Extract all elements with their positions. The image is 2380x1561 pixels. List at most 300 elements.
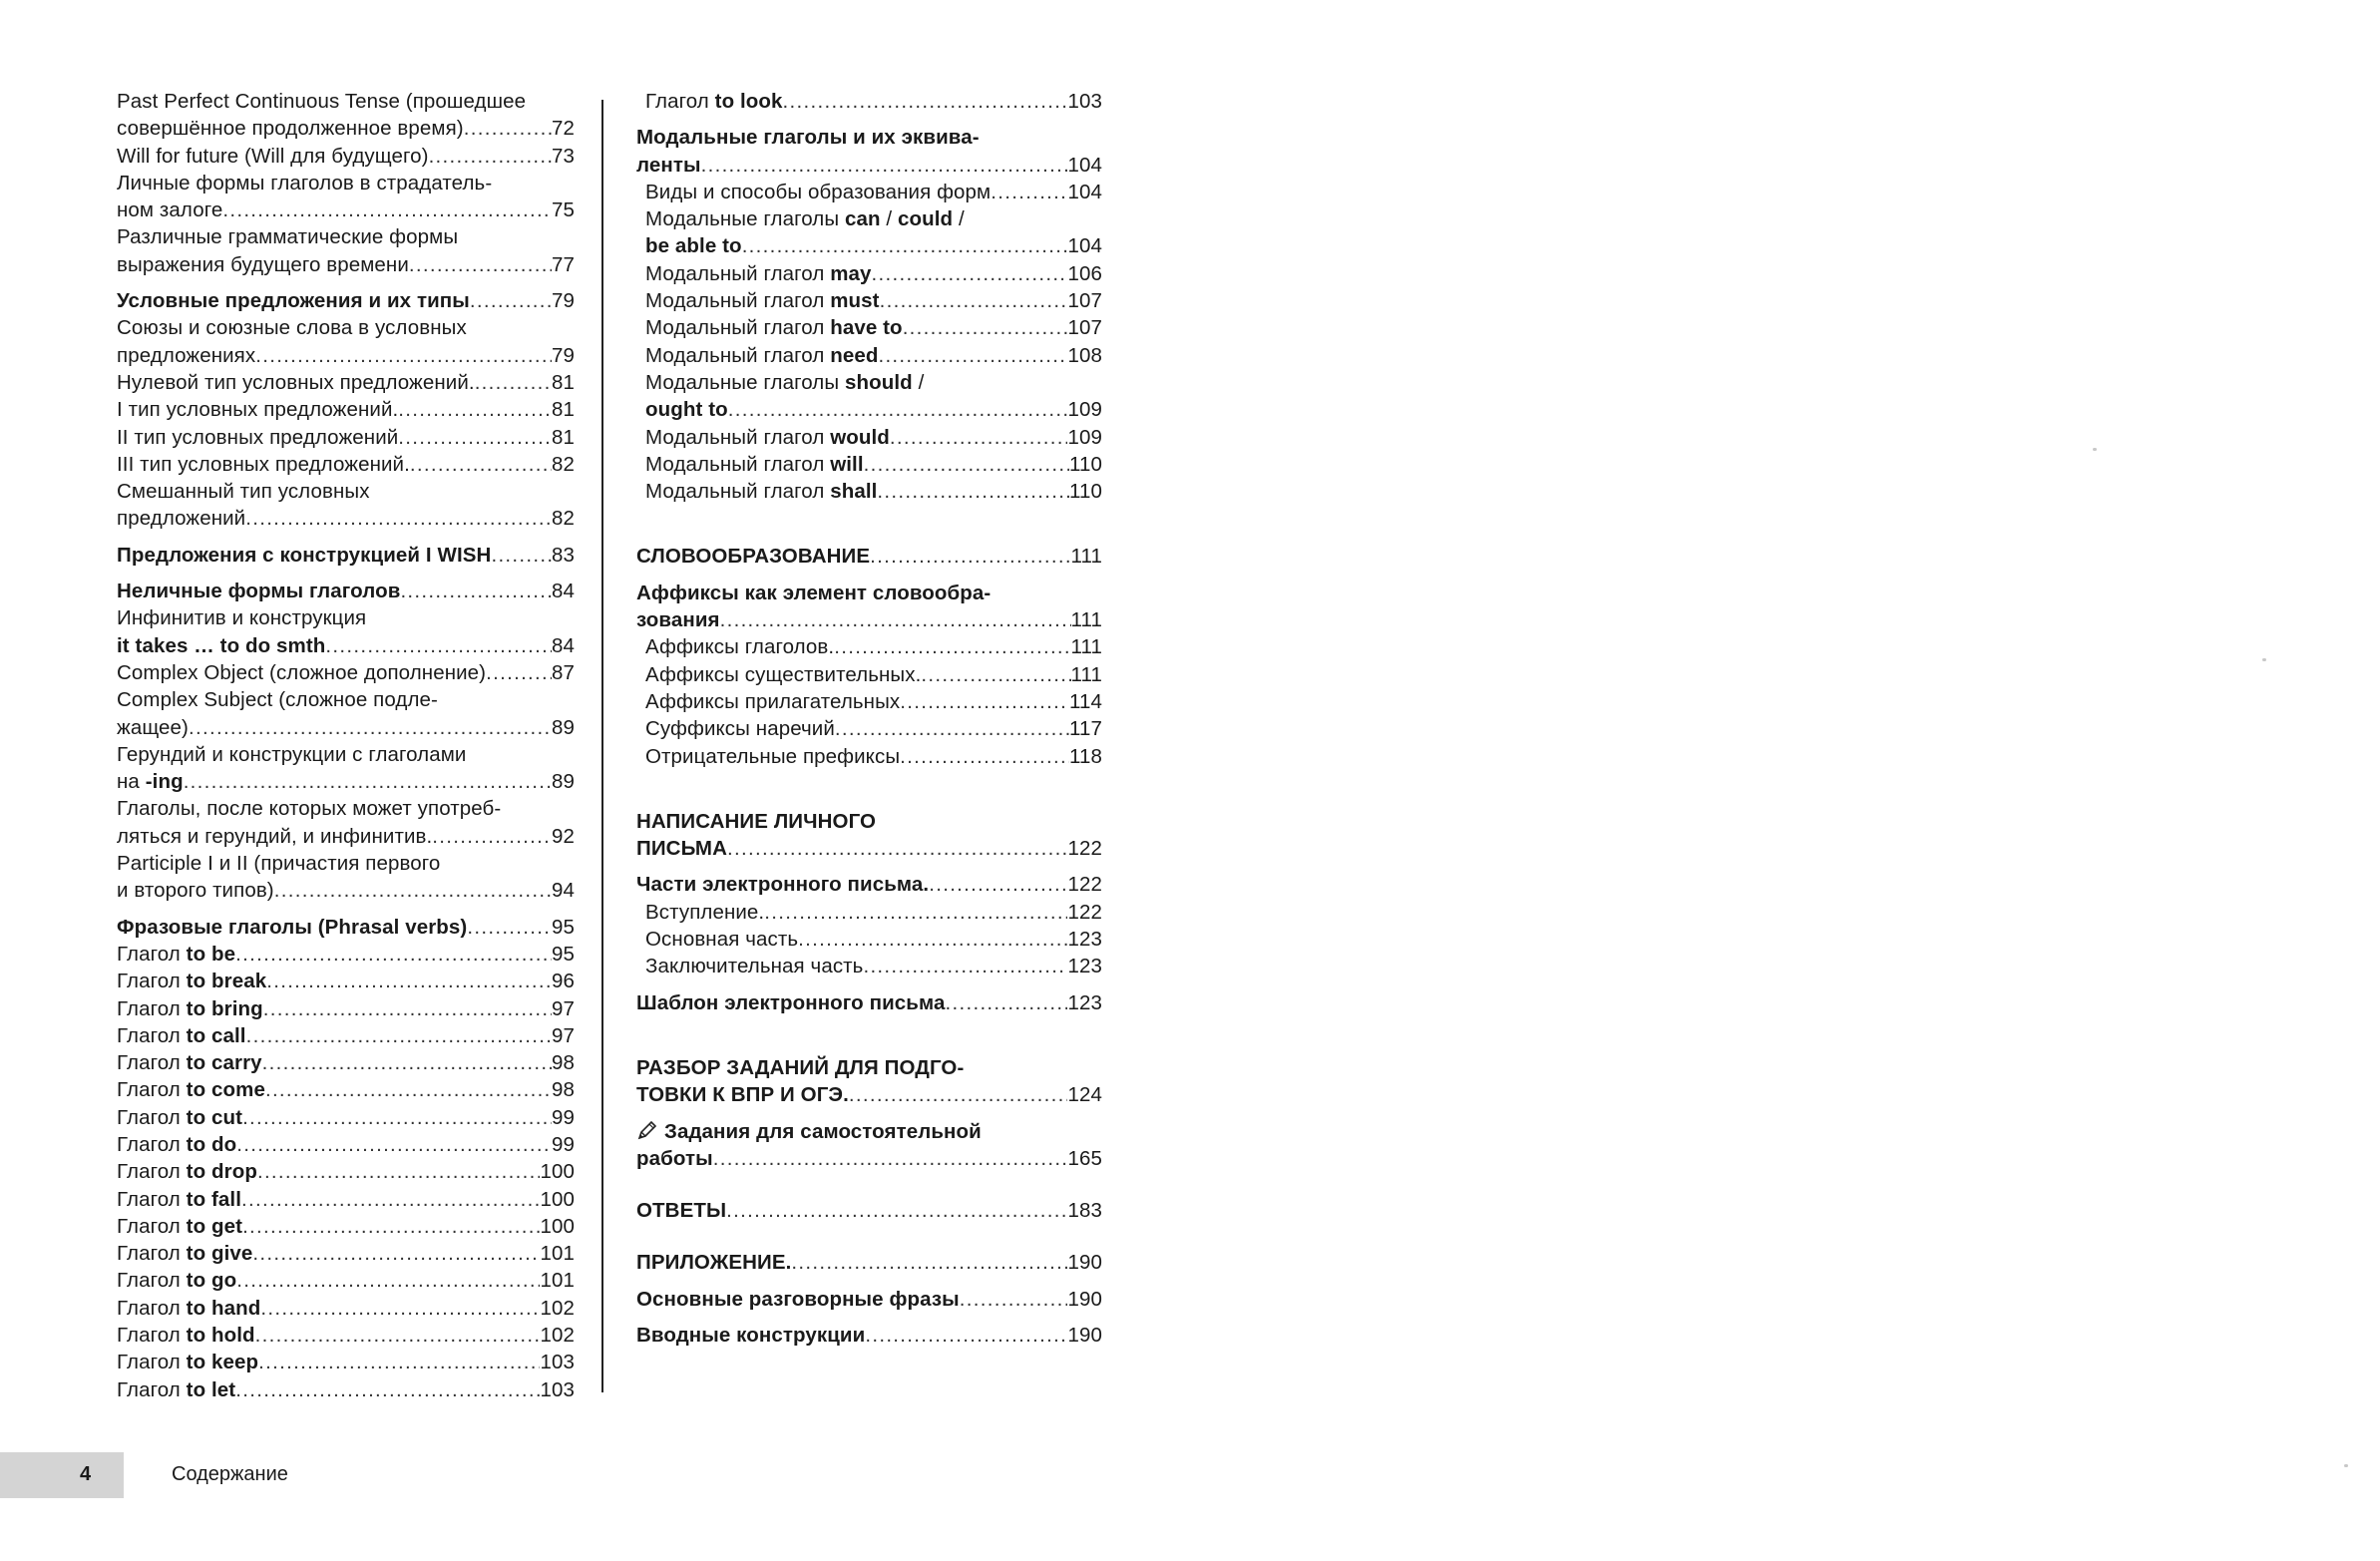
toc-entry-title <box>645 232 742 259</box>
toc-entry-text: would <box>830 425 890 449</box>
dot-leader <box>903 314 1068 341</box>
toc-entry <box>108 1131 575 1158</box>
toc-entry-text: to give <box>186 1242 253 1266</box>
toc-entry-text: Complex Object (сложное дополнение) <box>117 660 487 684</box>
dot-leader <box>252 1240 540 1267</box>
toc-entry-text: Глагол <box>117 1132 187 1156</box>
dot-leader <box>400 578 552 604</box>
toc-entry-title <box>636 152 701 179</box>
toc-entry-title-line <box>117 850 575 877</box>
toc-entry-text: Части электронного письма. <box>636 873 930 897</box>
toc-entry-title <box>117 768 184 795</box>
dot-leader <box>877 478 1069 505</box>
toc-entry-leader-line <box>117 1349 575 1375</box>
toc-entry <box>108 1376 575 1403</box>
toc-entry-text: Виды и способы образования форм <box>645 180 992 203</box>
toc-entry-text: could <box>898 207 954 231</box>
toc-entry-title <box>117 797 501 820</box>
toc-entry-title <box>117 1186 241 1213</box>
toc-entry-leader-line <box>117 1186 575 1213</box>
dot-leader <box>246 1022 552 1049</box>
toc-entry-title-line <box>117 604 575 631</box>
toc-entry-title <box>117 316 467 339</box>
toc-entry-text: to bring <box>186 996 263 1020</box>
toc-page-number: 89 <box>551 715 575 739</box>
toc-entry-text: need <box>830 343 879 367</box>
toc-entry <box>627 88 1102 115</box>
toc-entry <box>108 1322 575 1349</box>
toc-entry-leader-line <box>117 396 575 423</box>
toc-left-column <box>108 88 575 1403</box>
toc-entry-leader-line <box>117 941 575 968</box>
toc-page-number: 95 <box>551 915 575 939</box>
toc-entry <box>627 743 1102 770</box>
toc-entry-leader-line <box>117 369 575 396</box>
toc-entry-title <box>636 1322 865 1349</box>
dot-leader <box>260 1295 540 1322</box>
toc-entry-title-line <box>117 170 575 196</box>
running-head: Содержание <box>172 1463 288 1485</box>
toc-entry-text: СЛОВООБРАЗОВАНИЕ <box>636 545 871 569</box>
toc-entry-text: Модальный глагол <box>645 316 831 340</box>
dot-leader <box>242 1104 552 1131</box>
toc-page-number: 111 <box>1070 635 1102 659</box>
toc-page-number: 117 <box>1069 717 1102 741</box>
toc-entry-text: Личные формы глаголов в страдатель- <box>117 171 493 195</box>
dot-leader <box>870 543 1070 570</box>
dot-leader <box>242 1213 540 1240</box>
toc-entry-leader-line <box>117 1295 575 1322</box>
toc-entry-text: Глагол <box>117 1187 187 1211</box>
toc-entry <box>108 1349 575 1375</box>
dot-leader <box>764 899 1067 926</box>
toc-entry-leader-line <box>117 542 575 569</box>
toc-page-number: 183 <box>1067 1199 1102 1223</box>
toc-entry-title <box>117 1376 235 1403</box>
toc-entry-leader-line <box>636 606 1102 633</box>
toc-entry-leader-line <box>636 152 1102 179</box>
toc-entry-leader-line <box>645 424 1102 451</box>
toc-entry-text: предложениях <box>117 343 256 367</box>
toc-entry <box>108 1240 575 1267</box>
toc-entry-text: Условные предложения и их типы <box>117 289 470 313</box>
toc-entry-leader-line <box>645 899 1102 926</box>
toc-page-number: 102 <box>540 1324 575 1348</box>
toc-entry-title <box>636 1120 982 1143</box>
toc-entry-text: to look <box>714 90 783 113</box>
toc-entry <box>108 314 575 369</box>
toc-entry-title <box>117 1104 242 1131</box>
toc-entry-title <box>636 606 720 633</box>
dot-leader <box>236 1131 552 1158</box>
toc-entry <box>108 741 575 796</box>
toc-entry-text: Шаблон электронного письма <box>636 990 946 1014</box>
toc-entry <box>108 1295 575 1322</box>
dot-leader <box>222 196 552 223</box>
toc-page-number: 111 <box>1070 608 1102 632</box>
toc-entry-text: Модальный глагол <box>645 452 831 476</box>
toc-entry-leader-line <box>117 823 575 850</box>
dot-leader <box>726 1197 1067 1224</box>
toc-entry-title <box>117 287 470 314</box>
toc-entry-title <box>117 143 429 170</box>
toc-entry <box>108 478 575 533</box>
toc-page-number: 103 <box>540 1351 575 1374</box>
toc-entry-title <box>645 260 872 287</box>
toc-entry-leader-line <box>645 451 1102 478</box>
toc-page-number: 79 <box>551 343 575 367</box>
toc-entry-text: Will for future (Will для будущего) <box>117 144 429 168</box>
toc-entry-leader-line <box>117 995 575 1022</box>
toc-entry-title-line <box>636 1054 1102 1081</box>
dot-leader <box>429 143 552 170</box>
page-number-tab <box>0 1452 124 1498</box>
toc-entry-title <box>636 543 870 570</box>
toc-entry-text: shall <box>830 480 878 504</box>
toc-entry <box>108 143 575 170</box>
toc-entry-text: Глагол <box>117 1078 187 1102</box>
toc-entry <box>108 1022 575 1049</box>
toc-entry-text: Нулевой тип условных предложений. <box>117 370 475 394</box>
toc-entry-leader-line <box>117 1267 575 1294</box>
toc-entry-title <box>645 899 764 926</box>
toc-entry-text: to fall <box>186 1187 242 1211</box>
toc-entry-text: Глагол <box>117 1351 187 1374</box>
toc-entry-text: to break <box>186 970 267 993</box>
toc-page-number: 100 <box>540 1187 575 1211</box>
toc-entry-title <box>636 810 876 833</box>
dot-leader <box>184 768 552 795</box>
toc-entry-title <box>645 743 900 770</box>
toc-entry-title <box>645 926 798 953</box>
toc-page-number: 122 <box>1067 837 1102 861</box>
dot-leader <box>713 1145 1068 1172</box>
toc-page-number: 81 <box>551 425 575 449</box>
column-divider <box>601 100 603 1392</box>
toc-entry-title-line <box>636 1118 1102 1145</box>
toc-entry-text: to call <box>186 1023 246 1047</box>
toc-entry-text: -ing <box>145 770 184 794</box>
toc-page-number: 87 <box>551 660 575 684</box>
toc-entry-text: ном залоге <box>117 198 223 222</box>
dot-leader <box>470 287 552 314</box>
toc-entry <box>627 424 1102 451</box>
dot-leader <box>890 424 1068 451</box>
toc-entry-leader-line <box>645 661 1102 688</box>
toc-entry-leader-line <box>117 143 575 170</box>
toc-entry-leader-line <box>117 1240 575 1267</box>
toc-entry-leader-line <box>636 1197 1102 1224</box>
toc-entry-text: to cut <box>186 1105 243 1129</box>
dot-leader <box>878 342 1067 369</box>
toc-entry-title <box>645 287 880 314</box>
toc-entry-leader-line <box>117 451 575 478</box>
toc-entry-text: ПРИЛОЖЕНИЕ. <box>636 1251 792 1275</box>
toc-entry-title-line <box>117 478 575 505</box>
toc-entry <box>627 1322 1102 1349</box>
scan-speck <box>2344 1464 2348 1467</box>
toc-entry-title <box>117 115 464 142</box>
toc-entry-leader-line <box>117 914 575 941</box>
toc-entry-title <box>117 451 410 478</box>
toc-entry-title <box>117 505 245 532</box>
toc-entry-leader-line <box>645 342 1102 369</box>
toc-entry-leader-line <box>645 314 1102 341</box>
dot-leader <box>265 1076 552 1103</box>
toc-entry-text: / <box>953 207 965 231</box>
toc-entry-title <box>117 424 398 451</box>
toc-entry-text: Аффиксы прилагательных <box>645 689 901 713</box>
toc-entry <box>627 688 1102 715</box>
toc-entry-leader-line <box>645 88 1102 115</box>
toc-entry-leader-line <box>117 1131 575 1158</box>
toc-page-number: 104 <box>1067 180 1102 203</box>
dot-leader <box>475 369 552 396</box>
toc-entry-title <box>636 871 929 898</box>
toc-page-number: 84 <box>551 580 575 603</box>
toc-entry <box>627 899 1102 926</box>
toc-entry-title <box>117 542 491 569</box>
toc-entry-title <box>645 342 878 369</box>
toc-entry <box>627 1197 1102 1224</box>
dot-leader <box>257 1158 541 1185</box>
toc-entry <box>627 205 1102 260</box>
toc-entry <box>108 1158 575 1185</box>
dot-leader <box>945 989 1067 1016</box>
page-number: 4 <box>80 1463 92 1485</box>
toc-entry <box>108 424 575 451</box>
toc-entry <box>108 88 575 143</box>
dot-leader <box>960 1286 1068 1313</box>
toc-entry-text: Аффиксы как элемент словообра- <box>636 581 992 604</box>
dot-leader <box>834 633 1070 660</box>
toc-entry-title <box>645 371 924 394</box>
toc-entry-text: Суффиксы наречий <box>645 717 835 741</box>
toc-entry-text: работы <box>636 1146 713 1170</box>
dot-leader <box>701 152 1068 179</box>
dot-leader <box>783 88 1068 115</box>
toc-entry <box>108 941 575 968</box>
dot-leader <box>464 115 552 142</box>
toc-entry-title <box>117 659 486 686</box>
toc-entry-leader-line <box>645 478 1102 505</box>
toc-entry-text: Глаголы, после которых может употреб- <box>117 797 502 821</box>
toc-entry-text: Различные грамматические формы <box>117 225 459 249</box>
dot-leader <box>791 1249 1067 1276</box>
toc-entry-title <box>117 1131 236 1158</box>
dot-leader <box>266 968 552 994</box>
toc-entry-leader-line <box>645 688 1102 715</box>
toc-entry-title <box>117 1213 242 1240</box>
toc-entry <box>627 871 1102 898</box>
toc-entry-title <box>117 342 255 369</box>
toc-entry <box>108 995 575 1022</box>
toc-entry-title-line <box>636 808 1102 835</box>
toc-entry <box>108 1049 575 1076</box>
toc-entry-text: it takes … to do smth <box>117 633 326 657</box>
toc-entry-text: to come <box>186 1078 265 1102</box>
toc-entry-text: Глагол <box>117 1105 187 1129</box>
toc-entry-title <box>117 1267 236 1294</box>
toc-entry <box>108 604 575 659</box>
toc-entry-text: Participle I и II (причастия первого <box>117 852 441 876</box>
toc-entry-title <box>117 995 263 1022</box>
dot-leader <box>258 1349 540 1375</box>
toc-page-number: 123 <box>1067 955 1102 978</box>
toc-entry-title <box>645 207 965 230</box>
toc-entry-leader-line <box>636 871 1102 898</box>
toc-entry-text: to hold <box>186 1324 255 1348</box>
toc-entry-title <box>645 314 903 341</box>
toc-page-number: 110 <box>1069 452 1102 476</box>
toc-entry-title-line <box>645 205 1102 232</box>
toc-entry-title-line <box>117 223 575 250</box>
toc-entry-title-line <box>645 369 1102 396</box>
toc-entry-text: Глагол <box>117 1296 187 1320</box>
scan-speck <box>2093 448 2097 451</box>
dot-leader <box>236 1267 540 1294</box>
toc-entry-text: ОТВЕТЫ <box>636 1199 727 1223</box>
toc-entry-text: Задания для самостоятельной <box>664 1119 982 1143</box>
dot-leader <box>864 451 1069 478</box>
toc-page-number: 122 <box>1067 900 1102 924</box>
toc-entry-title <box>117 1322 255 1349</box>
toc-page-number: 82 <box>551 507 575 531</box>
toc-entry-text: Аффиксы существительных. <box>645 662 922 686</box>
toc-entry-text: Глагол <box>117 1269 187 1293</box>
toc-entry-title <box>117 688 438 711</box>
toc-entry-text: Инфинитив и конструкция <box>117 606 367 630</box>
toc-entry-text: Вступление. <box>645 900 765 924</box>
toc-entry-text: II тип условных предложений <box>117 425 399 449</box>
toc-entry <box>627 314 1102 341</box>
toc-entry <box>627 580 1102 634</box>
toc-entry-text: Модальный глагол <box>645 289 831 313</box>
dot-leader <box>325 632 552 659</box>
toc-entry-text: Глагол <box>117 1051 187 1075</box>
toc-page-number: 100 <box>540 1160 575 1184</box>
toc-entry-title <box>117 743 467 766</box>
dot-leader <box>929 871 1067 898</box>
toc-entry-title <box>117 914 467 941</box>
toc-entry-title <box>636 989 945 1016</box>
toc-entry-title-line <box>636 580 1102 606</box>
toc-page-number: 98 <box>551 1051 575 1075</box>
toc-page-number: 106 <box>1067 261 1102 285</box>
dot-leader <box>491 542 552 569</box>
toc-page-number: 124 <box>1067 1083 1102 1107</box>
toc-entry-title <box>117 196 222 223</box>
toc-entry-leader-line <box>636 1081 1102 1108</box>
toc-entry-leader-line <box>117 424 575 451</box>
toc-entry-text: Модальные глаголы и их эквива- <box>636 126 980 150</box>
toc-entry-text: Глагол <box>117 1023 187 1047</box>
toc-entry-leader-line <box>117 1376 575 1403</box>
toc-entry-text: to let <box>186 1377 236 1401</box>
toc-entry-title <box>117 225 458 248</box>
toc-page-number: 73 <box>551 144 575 168</box>
toc-entry <box>108 968 575 994</box>
toc-page-number: 98 <box>551 1078 575 1102</box>
toc-entry-text: Глагол <box>117 996 187 1020</box>
toc-entry-text: совершённое продолженное время) <box>117 117 464 141</box>
dot-leader <box>798 926 1067 953</box>
toc-entry <box>627 179 1102 205</box>
toc-entry-title <box>117 1049 262 1076</box>
toc-entry-leader-line <box>636 543 1102 570</box>
toc-entry <box>627 715 1102 742</box>
toc-entry-title <box>117 1349 258 1375</box>
toc-entry-leader-line <box>117 659 575 686</box>
toc-page-number: 190 <box>1067 1287 1102 1311</box>
toc-entry-text: to keep <box>186 1351 259 1374</box>
toc-entry-title-line <box>117 795 575 822</box>
toc-entry-text: Предложения с конструкцией I WISH <box>117 543 492 567</box>
toc-entry <box>627 1054 1102 1109</box>
toc-page-number: 123 <box>1067 990 1102 1014</box>
toc-entry-leader-line <box>645 953 1102 979</box>
toc-entry-leader-line <box>117 1049 575 1076</box>
dot-leader <box>189 714 552 741</box>
toc-entry-leader-line <box>117 1213 575 1240</box>
toc-page-number: 99 <box>551 1105 575 1129</box>
toc-entry-text: предложений <box>117 507 246 531</box>
toc-page-number: 96 <box>551 970 575 993</box>
toc-entry-text: Модальные глаголы <box>645 207 845 231</box>
toc-page-number: 79 <box>551 289 575 313</box>
toc-entry-title <box>117 852 440 875</box>
toc-entry-text: III тип условных предложений. <box>117 452 410 476</box>
toc-page-number: 118 <box>1069 744 1102 768</box>
toc-page-number: 75 <box>551 198 575 222</box>
toc-entry-title <box>636 1197 726 1224</box>
dot-leader <box>720 606 1071 633</box>
toc-entry-text: ought to <box>645 398 728 422</box>
toc-entry <box>627 287 1102 314</box>
toc-entry-title-line <box>117 88 575 115</box>
toc-entry-text: will <box>830 452 864 476</box>
toc-page-number: 72 <box>551 117 575 141</box>
dot-leader <box>835 715 1069 742</box>
dot-leader <box>728 396 1068 423</box>
toc-page-number: 83 <box>551 543 575 567</box>
toc-entry-title <box>636 835 727 862</box>
toc-entry <box>108 659 575 686</box>
toc-entry-text: РАЗБОР ЗАДАНИЙ ДЛЯ ПОДГО- <box>636 1055 965 1079</box>
toc-page-number: 111 <box>1070 662 1102 686</box>
toc-entry-leader-line <box>636 989 1102 1016</box>
toc-entry-text: to go <box>186 1269 237 1293</box>
toc-entry-title <box>636 1249 791 1276</box>
toc-entry <box>627 451 1102 478</box>
toc-page-number: 97 <box>551 1023 575 1047</box>
toc-entry-text: be able to <box>645 234 742 258</box>
dot-leader <box>263 995 552 1022</box>
toc-entry-text: Модальные глаголы <box>645 370 845 394</box>
toc-entry <box>108 795 575 850</box>
toc-entry-title-line <box>117 741 575 768</box>
toc-entry-text: Глагол <box>117 1242 187 1266</box>
dot-leader <box>432 823 552 850</box>
toc-page-number: 104 <box>1067 234 1102 258</box>
toc-entry <box>108 1267 575 1294</box>
toc-entry-text: can <box>844 207 881 231</box>
toc-entry-leader-line <box>636 1249 1102 1276</box>
toc-entry <box>108 578 575 604</box>
toc-page-number: 94 <box>551 879 575 903</box>
toc-entry-leader-line <box>117 287 575 314</box>
toc-entry <box>627 661 1102 688</box>
